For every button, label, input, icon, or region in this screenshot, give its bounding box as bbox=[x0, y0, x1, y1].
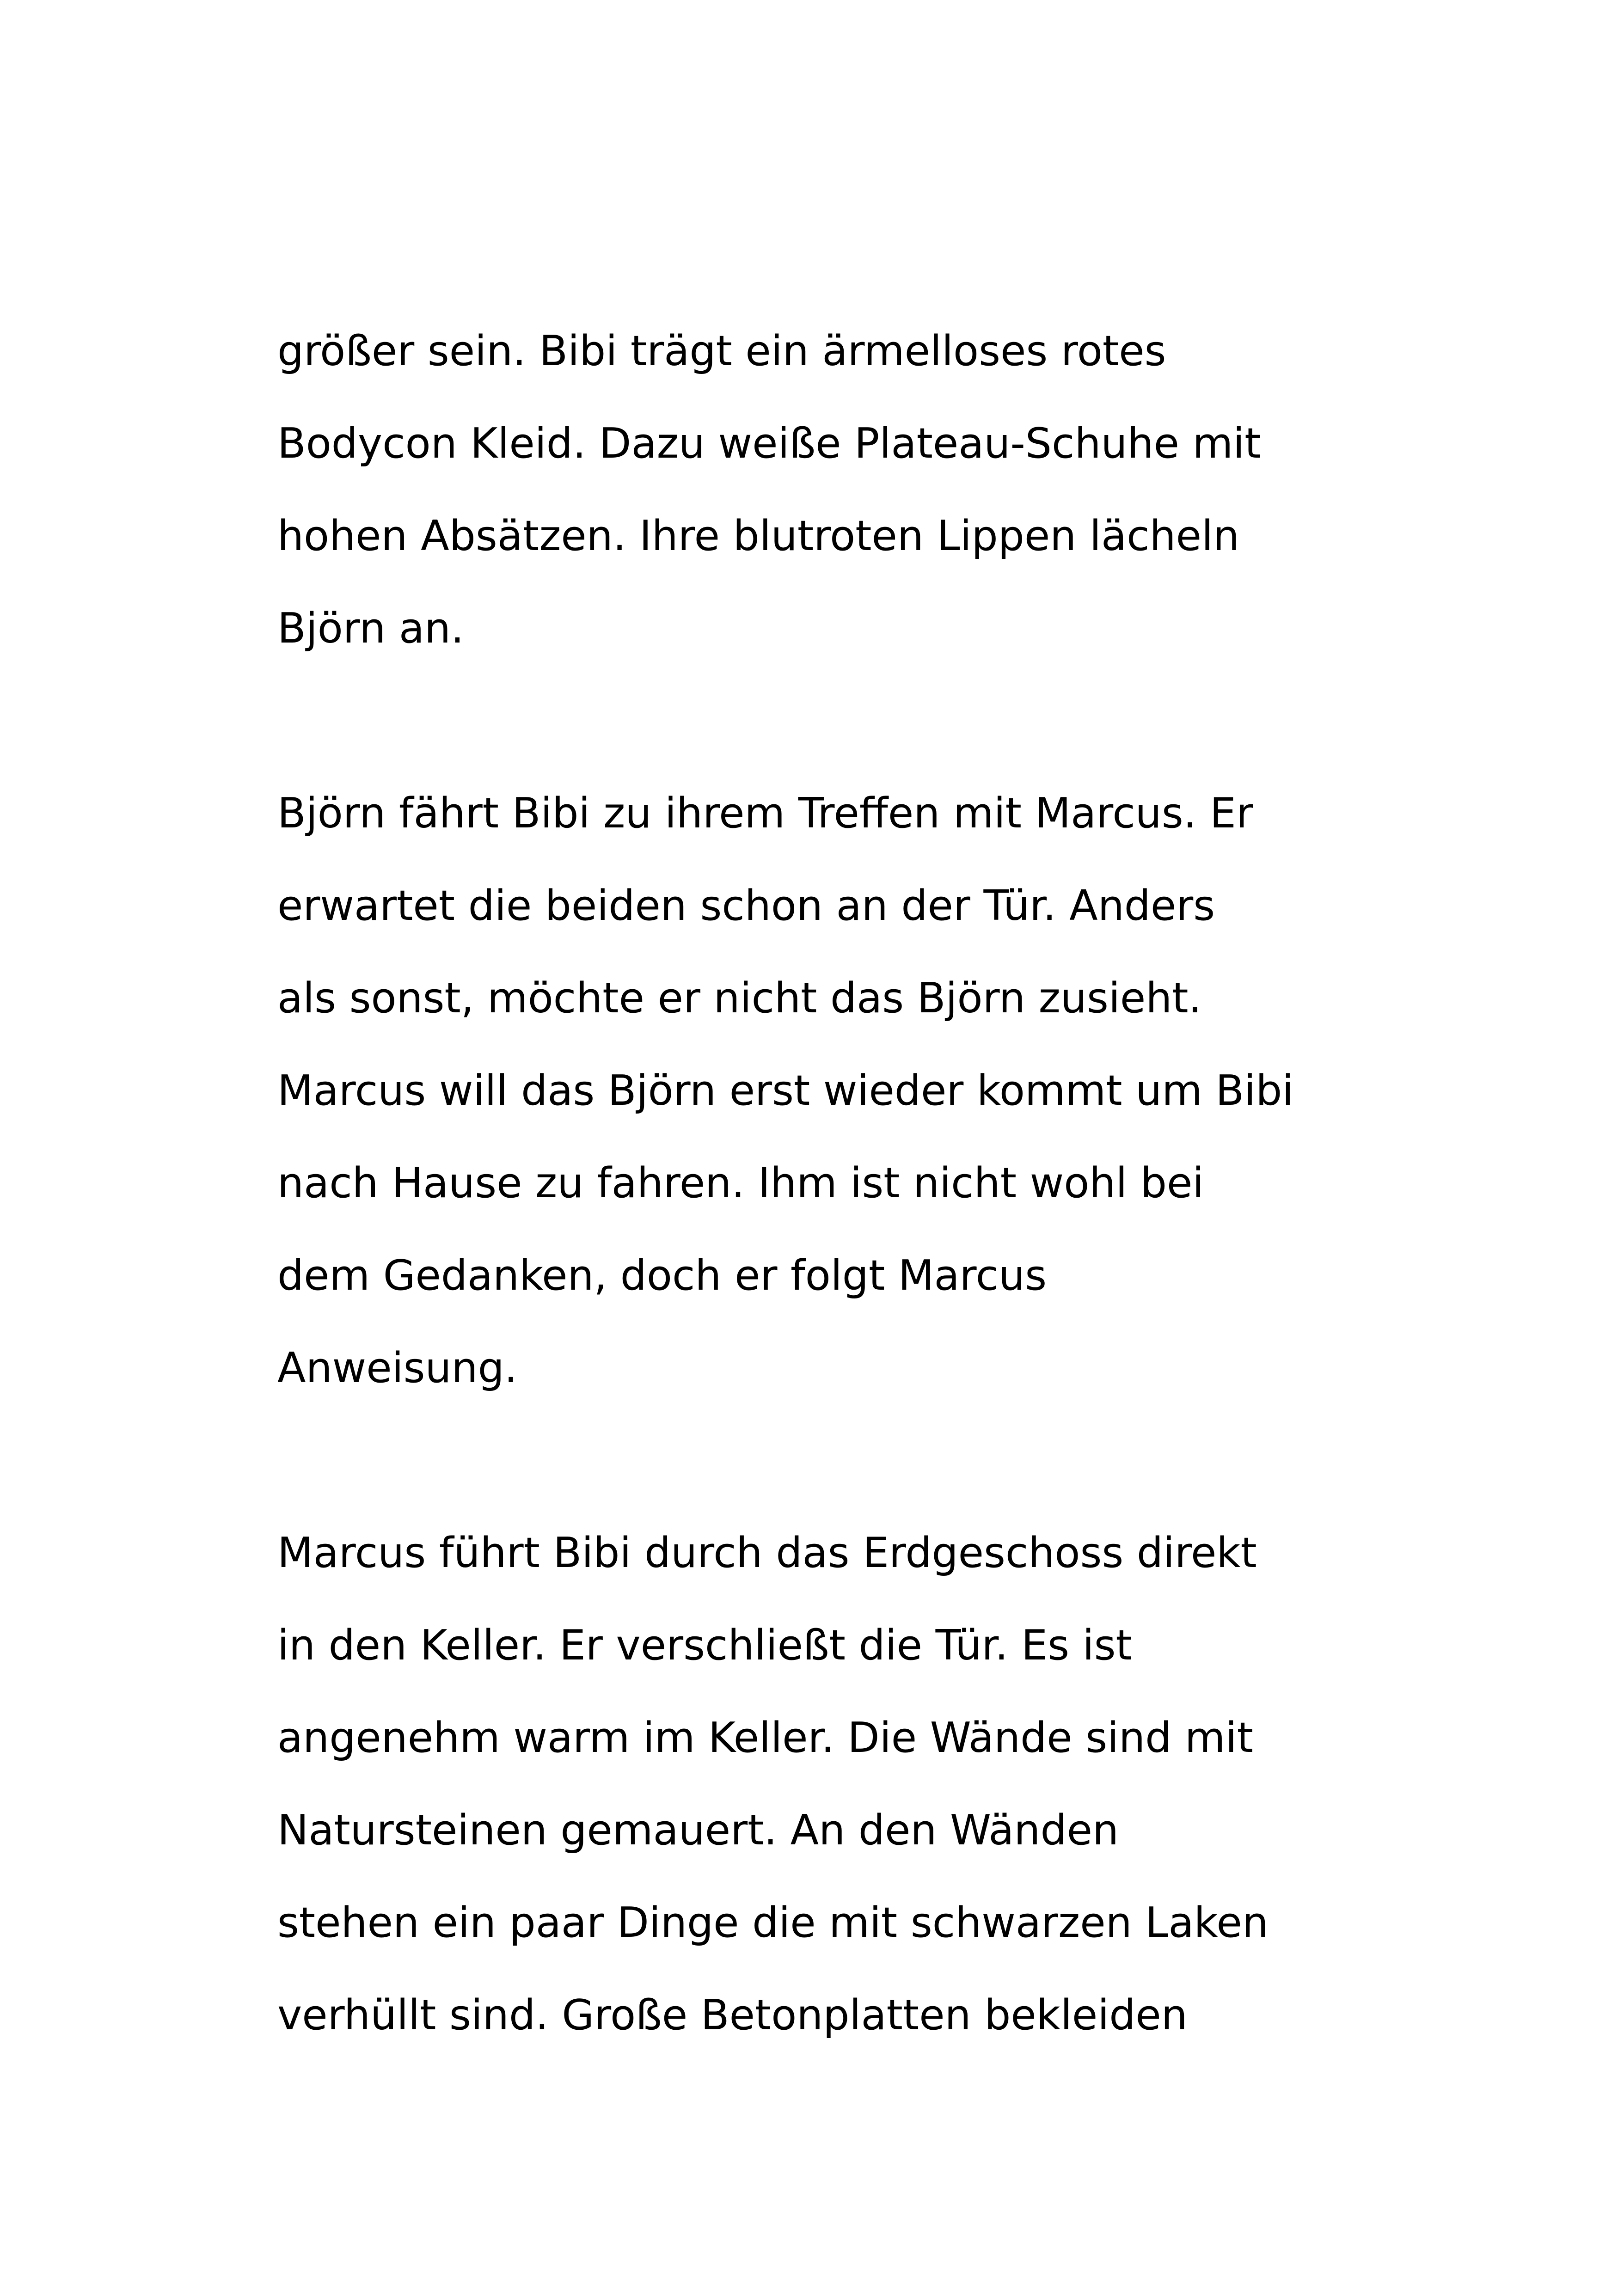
text-line: stehen ein paar Dinge die mit schwarzen Laken bbox=[277, 1898, 1269, 1947]
text-line: Marcus führt Bibi durch das Erdgeschoss direkt bbox=[277, 1529, 1257, 1577]
text-line: Anweisung. bbox=[277, 1344, 518, 1392]
text-line: größer sein. Bibi trägt ein ärmelloses rotes bbox=[277, 327, 1166, 375]
text-line: erwartet die beiden schon an der Tür. Anders bbox=[277, 882, 1215, 930]
text-line: in den Keller. Er verschließt die Tür. Es ist bbox=[277, 1621, 1132, 1670]
text-line: hohen Absätzen. Ihre blutroten Lippen lächeln bbox=[277, 512, 1240, 560]
text-line: verhüllt sind. Große Betonplatten bekleiden bbox=[277, 1991, 1188, 2039]
paragraph-1 bbox=[277, 305, 1405, 675]
text-line: Björn an. bbox=[277, 604, 464, 653]
text-line: Björn fährt Bibi zu ihrem Treffen mit Marcus. Er bbox=[277, 789, 1253, 838]
text-line: nach Hause zu fahren. Ihm ist nicht wohl bei bbox=[277, 1159, 1204, 1207]
body-text bbox=[277, 305, 1405, 2154]
text-line: angenehm warm im Keller. Die Wände sind mit bbox=[277, 1714, 1253, 1762]
paragraph-3 bbox=[277, 1507, 1405, 2062]
text-line: Marcus will das Björn erst wieder kommt um Bibi bbox=[277, 1066, 1294, 1115]
text-line: als sonst, möchte er nicht das Björn zusieht. bbox=[277, 974, 1202, 1022]
text-line: Bodycon Kleid. Dazu weiße Plateau-Schuhe mit bbox=[277, 419, 1261, 468]
text-line: dem Gedanken, doch er folgt Marcus bbox=[277, 1251, 1047, 1300]
text-line: Natursteinen gemauert. An den Wänden bbox=[277, 1806, 1119, 1855]
paragraph-2 bbox=[277, 767, 1405, 1414]
